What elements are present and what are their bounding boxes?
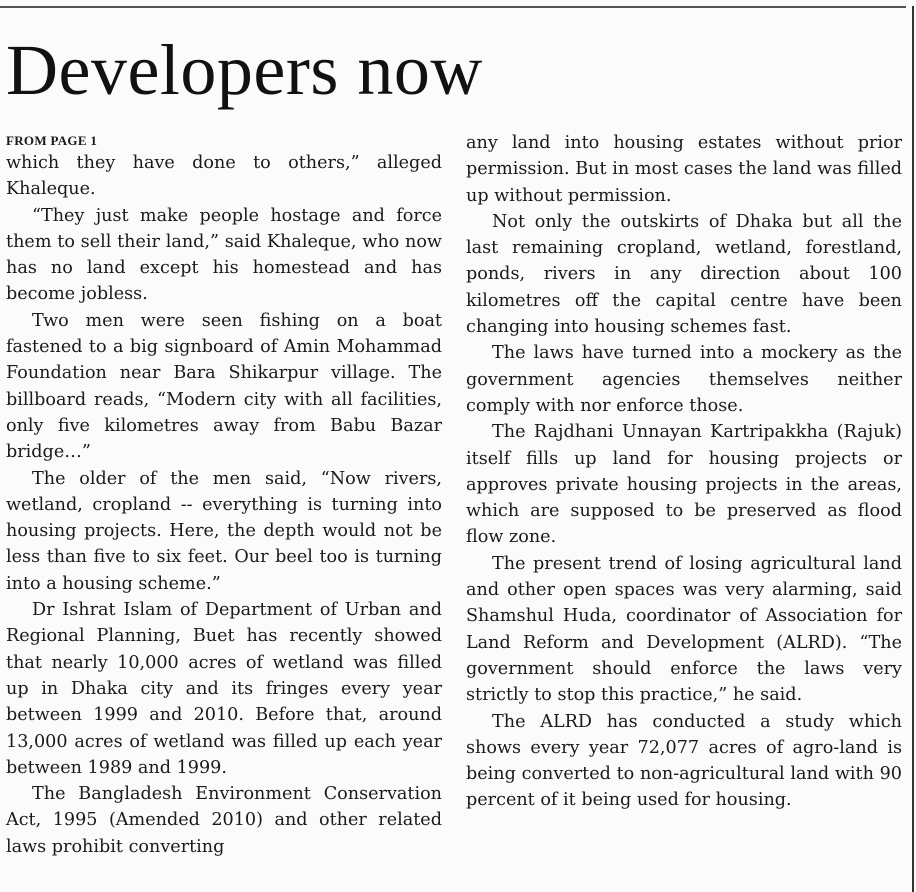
paragraph: The ALRD has conducted a study which shows every year 72,077 acres of agro-land is being converted to non-agricultural land with 90 percent of it being used for housing. <box>466 711 902 811</box>
continued-from-label: FROM PAGE 1 <box>6 133 98 148</box>
article-column-right <box>466 130 902 814</box>
paragraph: any land into housing estates without prior permission. But in most cases the land was filled up without permission. <box>466 133 902 206</box>
paragraph: “They just make people hostage and force them to sell their land,” said Khaleque, who now has no land except his homestead and has become jobless. <box>6 205 442 305</box>
top-rule <box>0 6 906 8</box>
article-column-left <box>6 130 442 860</box>
paragraph: Two men were seen fishing on a boat fastened to a big signboard of Amin Mohammad Foundation near Bara Shikarpur village. The billboard reads, “Modern city with all facilities, only five kilometres away from Babu Bazar bridge…” <box>6 310 442 463</box>
paragraph: The Rajdhani Unnayan Kartripakkha (Rajuk) itself fills up land for housing projects or approves private housing projects in the areas, which are supposed to be preserved as flood flow zone. <box>466 422 902 548</box>
paragraph: The present trend of losing agricultural land and other open spaces was very alarming, said Shamshul Huda, coordinator of Association for Land Reform and Development (ALRD). “The government should enforce the laws very strictly to stop this practice,” he said. <box>466 553 902 706</box>
paragraph: Not only the outskirts of Dhaka but all the last remaining cropland, wetland, forestland, ponds, rivers in any direction about 100 kilometres off the capital centre have been changing into housing schemes fast. <box>466 211 902 338</box>
paragraph: The Bangladesh Environment Conservation Act, 1995 (Amended 2010) and other related laws prohibit converting <box>6 784 442 857</box>
paragraph: The older of the men said, “Now rivers, wetland, cropland -- everything is turning into housing projects. Here, the depth would not be less than five to six feet. Our beel too is turning into a housing scheme.” <box>6 468 442 594</box>
headline: Developers now <box>6 30 483 110</box>
paragraph: The laws have turned into a mockery as the government agencies themselves neither comply with nor enforce those. <box>466 343 902 416</box>
right-border <box>912 6 914 892</box>
paragraph: which they have done to others,” alleged Khaleque. <box>6 153 442 200</box>
paragraph: Dr Ishrat Islam of Department of Urban and Regional Planning, Buet has recently showed that nearly 10,000 acres of wetland was filled up in Dhaka city and its fringes every year between 1999 and 2010. Before that, around 13,000 acres of wetland was filled up each year between 1989 and 1999. <box>6 600 442 778</box>
